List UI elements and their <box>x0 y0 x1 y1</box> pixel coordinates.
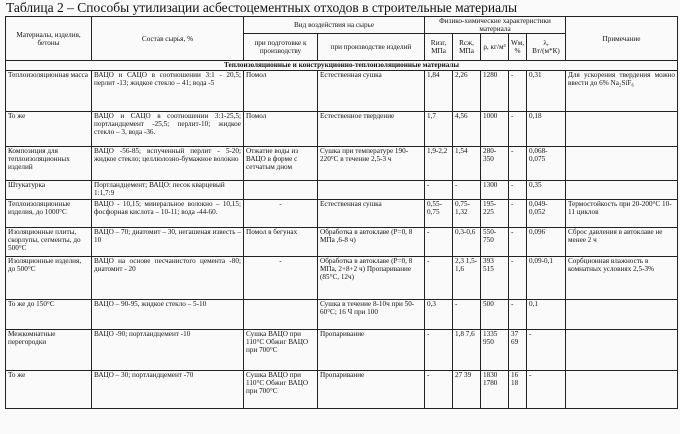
cell-r-bend: - <box>425 181 453 200</box>
cell-density: 500 <box>481 300 509 330</box>
table-row <box>6 200 678 228</box>
cell-composition: ВАЦО – 30; портландцемент -70 <box>92 371 244 409</box>
cell-r-bend: 0,55-0,75 <box>425 200 453 228</box>
cell-density: 550-750 <box>481 228 509 257</box>
cell-prep: Помол <box>244 71 318 112</box>
header-note: Примечание <box>566 17 678 61</box>
table-row <box>6 147 678 181</box>
cell-lambda: 0,18 <box>527 112 566 147</box>
cell-material: Теплоизоляционные изделия, до 1000°С <box>6 200 92 228</box>
cell-prep: Сушка ВАЦО при 110°С Обжиг ВАЦО при 700°С <box>244 371 318 409</box>
cell-prod: Естественная сушка <box>318 71 425 112</box>
cell-prod <box>318 181 425 200</box>
cell-prep: Помол <box>244 112 318 147</box>
cell-note <box>566 371 678 409</box>
cell-material: Межкомнатные перегородки <box>6 330 92 371</box>
header-r-bend: Rизг, МПа <box>425 34 453 61</box>
cell-r-comp: 4,56 <box>453 112 481 147</box>
cell-r-comp: 0,75-1,32 <box>453 200 481 228</box>
cell-density: 1280 <box>481 71 509 112</box>
cell-r-bend: - <box>425 257 453 300</box>
cell-density: 195-225 <box>481 200 509 228</box>
cell-composition: ВАЦО и САЦО в соотношении 3:1-25,5; портландцемент -25,5; перлит-10; жидкое стекло – 3, вода -36. <box>92 112 244 147</box>
cell-material: Штукатурка <box>6 181 92 200</box>
header-moisture: Wм, % <box>509 34 527 61</box>
disposal-methods-table <box>5 16 678 409</box>
table-row <box>6 112 678 147</box>
cell-lambda: - <box>527 371 566 409</box>
cell-material: То же <box>6 112 92 147</box>
cell-note: Для ускорения твердения можно ввести до 6% Na₂SiF₆ <box>566 71 678 112</box>
cell-note <box>566 147 678 181</box>
cell-lambda: 0,35 <box>527 181 566 200</box>
cell-prep: Сушка ВАЦО при 110°С Обжиг ВАЦО при 700°С <box>244 330 318 371</box>
cell-note <box>566 330 678 371</box>
table-row <box>6 300 678 330</box>
cell-moisture: - <box>509 257 527 300</box>
header-composition: Состав сырья, % <box>92 17 244 61</box>
header-lambda: λ, Вт/(м*К) <box>527 34 566 61</box>
cell-composition: ВАЦО – 90-95, жидкое стекло – 5-10 <box>92 300 244 330</box>
cell-density: 1830 1780 <box>481 371 509 409</box>
header-r-comp: Rсж, МПа <box>453 34 481 61</box>
cell-note <box>566 300 678 330</box>
cell-lambda: 0,09-0,1 <box>527 257 566 300</box>
cell-moisture: - <box>509 200 527 228</box>
cell-moisture: - <box>509 181 527 200</box>
cell-material: Композиция для теплоизоляционных изделий <box>6 147 92 181</box>
cell-lambda: 0,1 <box>527 300 566 330</box>
cell-composition: Портландцемент; ВАЦО: песок кварцевый 1:1,7:9 <box>92 181 244 200</box>
cell-moisture: - <box>509 112 527 147</box>
cell-r-comp: 2,26 <box>453 71 481 112</box>
cell-prep: - <box>244 257 318 300</box>
cell-r-comp: 2,3 1,5-1,6 <box>453 257 481 300</box>
cell-material: То же до 150°С <box>6 300 92 330</box>
cell-r-comp: 1,8 7,6 <box>453 330 481 371</box>
cell-prep <box>244 181 318 200</box>
cell-r-comp: - <box>453 181 481 200</box>
cell-moisture: 37 69 <box>509 330 527 371</box>
cell-composition: ВАЦО и САЦО в соотношении 3:1 - 20,5; перлит -13; жидкое стекло – 41; вода -5 <box>92 71 244 112</box>
cell-prod: Естественная сушка <box>318 200 425 228</box>
cell-moisture: - <box>509 228 527 257</box>
cell-r-comp: 0,3-0,6 <box>453 228 481 257</box>
cell-note: Сорбционная влажность в комнатных условиях 2,5-3% <box>566 257 678 300</box>
table-row <box>6 330 678 371</box>
cell-composition: ВАЦО на основе песчанистого цемента -80; диатомит - 20 <box>92 257 244 300</box>
cell-material: Изоляционные изделия, до 500°С <box>6 257 92 300</box>
cell-prep <box>244 300 318 330</box>
cell-composition: ВАЦО -90; портландцемент -10 <box>92 330 244 371</box>
cell-r-comp: 27 39 <box>453 371 481 409</box>
cell-composition: ВАЦО – 70; диатомит – 30, негашеная известь – 10 <box>92 228 244 257</box>
cell-lambda: - <box>527 330 566 371</box>
cell-note <box>566 112 678 147</box>
cell-composition: ВАЦО - 10,15; минеральное волокно – 10,15; фосфорная кислота – 10-11; вода -44-60. <box>92 200 244 228</box>
cell-moisture: - <box>509 71 527 112</box>
cell-r-bend: - <box>425 228 453 257</box>
cell-lambda: 0,096 <box>527 228 566 257</box>
section-title: Теплоизоляционные и конструкционно-теплоизоляционные материалы <box>6 61 678 71</box>
cell-r-bend: 1,9-2,2 <box>425 147 453 181</box>
cell-lambda: 0,068-0,075 <box>527 147 566 181</box>
header-material: Материалы, изделия, бетоны <box>6 17 92 61</box>
cell-moisture: - <box>509 300 527 330</box>
cell-r-bend: 1,84 <box>425 71 453 112</box>
cell-r-bend: 0,3 <box>425 300 453 330</box>
cell-note: Термостойкость при 20-200°С 10-11 циклов <box>566 200 678 228</box>
table-row <box>6 228 678 257</box>
cell-prod: Пропаривание <box>318 371 425 409</box>
cell-prod: Обработка в автоклаве (Р=0, 8 МПа ,6-8 ч) <box>318 228 425 257</box>
header-impact-prep: при подготовке к производству <box>244 34 318 61</box>
cell-r-bend: - <box>425 330 453 371</box>
cell-density: 393 515 <box>481 257 509 300</box>
cell-prod: Естественное твердение <box>318 112 425 147</box>
cell-material: Изоляционные плиты, скорлупы, сегменты, до 500°С <box>6 228 92 257</box>
table-row <box>6 371 678 409</box>
cell-r-comp: 1,54 <box>453 147 481 181</box>
cell-moisture: 16 18 <box>509 371 527 409</box>
cell-lambda: 0,31 <box>527 71 566 112</box>
cell-density: 1335 950 <box>481 330 509 371</box>
table-title: Таблица 2 – Способы утилизации асбестоцементных отходов в строительные материалы <box>6 0 518 15</box>
cell-prod: Сушка при температуре 190-220°С в течение 2,5-3 ч <box>318 147 425 181</box>
cell-density: 1000 <box>481 112 509 147</box>
header-physchem: Физико-химические характеристики материала <box>425 17 566 34</box>
cell-material: Теплоизоляционная масса <box>6 71 92 112</box>
cell-prod: Обработка в автоклаве (Р=0, 8 МПа, 2+8+2 ч) Пропаривание (85°С, 12ч) <box>318 257 425 300</box>
header-impact-prod: при производстве изделий <box>318 34 425 61</box>
cell-density: 280-350 <box>481 147 509 181</box>
table-row <box>6 181 678 200</box>
cell-lambda: 0,049-0,052 <box>527 200 566 228</box>
cell-r-comp: - <box>453 300 481 330</box>
cell-prod: Пропаривание <box>318 330 425 371</box>
cell-prep: - <box>244 200 318 228</box>
table-row <box>6 71 678 112</box>
cell-moisture: - <box>509 147 527 181</box>
cell-r-bend: - <box>425 371 453 409</box>
table-row <box>6 257 678 300</box>
cell-prep: Отжатие воды из ВАЦО в форме с сетчатым дном <box>244 147 318 181</box>
header-density: ρ, кг/м³ <box>481 34 509 61</box>
cell-material: То же <box>6 371 92 409</box>
cell-prod: Сушка в течение 8-10ч при 50-60°С; 16 Ч при 100 <box>318 300 425 330</box>
cell-note: Сброс давления в автоклаве не менее 2 ч <box>566 228 678 257</box>
cell-note <box>566 181 678 200</box>
cell-r-bend: 1,7 <box>425 112 453 147</box>
cell-prep: Помол в бегунах <box>244 228 318 257</box>
cell-density: 1300 <box>481 181 509 200</box>
cell-composition: ВАЦО -56-85; вспученный перлит - 5-20; жидкое стекло; целлюлозно-бумажное волокно <box>92 147 244 181</box>
header-impact: Вид воздействия на сырье <box>244 17 425 34</box>
